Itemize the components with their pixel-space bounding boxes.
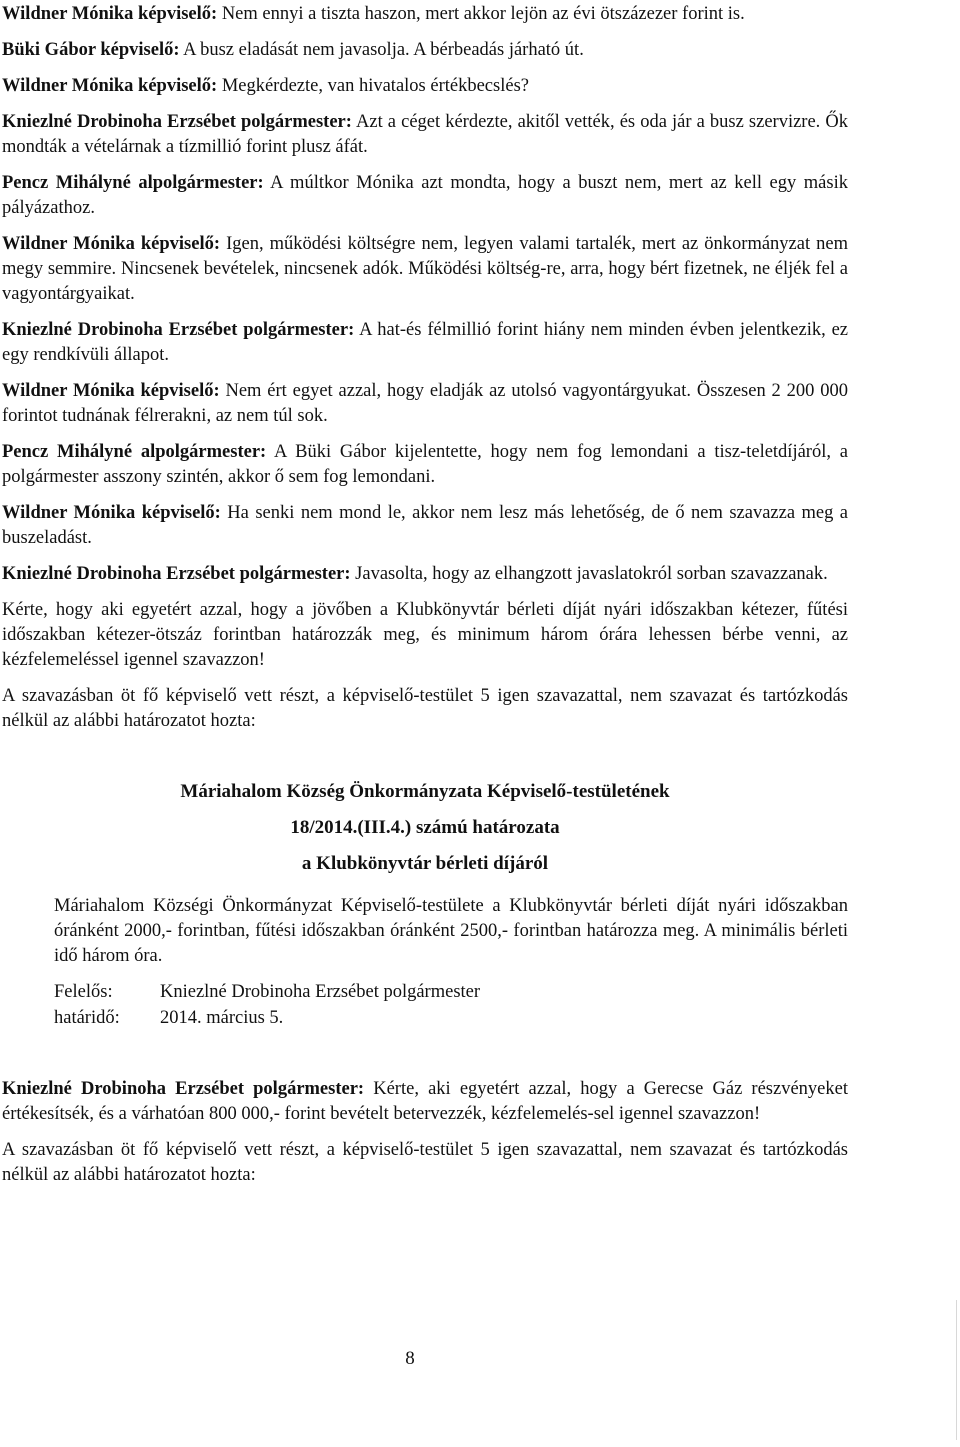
speaker-name: Kniezlné Drobinoha Erzsébet polgármester: bbox=[2, 320, 355, 340]
responsible-label: Felelős: bbox=[54, 982, 113, 1002]
speech-text: Ha senki nem mond le, akkor nem lesz más lehetőség, de ő nem szavazza meg a buszeladást. bbox=[2, 503, 849, 548]
speech-text: Kérte, hogy aki egyetért azzal, hogy a jövőben a Klubkönyvtár bérleti díját nyári időszakban kétezer, fűtési időszakban kétezer-ötszáz forintban határozzák meg, és minimum három órára lehessen bérbe venni, az kézfelemeléssel igennel szavazzon! bbox=[2, 600, 848, 670]
speech-text: A Büki Gábor kijelentette, hogy nem fog lemondani a tisz-teletdíjáról, a polgármester asszony szintén, akkor ő sem fog lemondani. bbox=[2, 442, 848, 487]
speech-text: Azt a céget kérdezte, akitől vették, és oda jár a busz szervizre. Ők mondták a vételárnak a tízmillió forint plusz áfát. bbox=[2, 112, 848, 157]
speech-text: Igen, működési költségre nem, legyen valami tartalék, mert az önkormányzat nem megy semmire. Nincsenek bevételek, nincsenek adók. Működési költség-re, arra, hogy bért fizetnek, ne éljék fel a vagyontárgyaikat. bbox=[2, 234, 849, 304]
speaker-name: Kniezlné Drobinoha Erzsébet polgármester: bbox=[2, 112, 352, 132]
minutes-paragraph bbox=[2, 501, 848, 551]
resolution-subject: a Klubkönyvtár bérleti díjáról bbox=[301, 853, 549, 874]
minutes-continued bbox=[2, 1077, 848, 1188]
speech-text: A hat-és félmillió forint hiány nem minden évben jelentkezik, ez egy rendkívüli állapot. bbox=[2, 320, 848, 365]
resolution-text: Máriahalom Községi Önkormányzat Képviselő-testülete a Klubkönyvtár bérleti díját nyári időszakban óránként 2000,- forintban, fűtési időszakban óránként 2500,- forintban határozza meg. A minimális bérleti idő három óra. bbox=[54, 896, 848, 966]
speaker-name: Büki Gábor képviselő: bbox=[2, 40, 180, 60]
vote-summary bbox=[2, 684, 848, 734]
speech-text: A múltkor Mónika azt mondta, hogy a buszt nem, mert az kell egy másik pályázathoz. bbox=[2, 173, 848, 218]
deadline-row bbox=[54, 1005, 848, 1031]
minutes-paragraph bbox=[2, 440, 848, 490]
speech-text: Nem ért egyet azzal, hogy eladják az utolsó vagyontárgyukat. Összesen 2 200 000 forintot tudnának félrerakni, az nem túl sok. bbox=[2, 381, 848, 426]
minutes-paragraph bbox=[2, 74, 848, 99]
speech-text: Kérte, aki egyetért azzal, hogy a Gerecse Gáz részvényeket értékesítsék, és a várhatóan 800 000,- forint bevételt betervezzék, kézfelemelés-sel igennel szavazzon! bbox=[2, 1079, 848, 1124]
responsible-row bbox=[54, 979, 848, 1005]
minutes-paragraph bbox=[2, 318, 848, 368]
speech-text: A szavazásban öt fő képviselő vett részt, a képviselő-testület 5 igen szavazattal, nem szavazat és tartózkodás nélkül az alábbi határozatot hozta: bbox=[2, 1140, 848, 1185]
minutes-paragraph bbox=[2, 598, 848, 673]
speaker-name: Wildner Mónika képviselő: bbox=[2, 4, 218, 24]
resolution-body bbox=[2, 894, 848, 1031]
speaker-name: Pencz Mihályné alpolgármester: bbox=[2, 173, 264, 193]
resolution-heading: Máriahalom Község Önkormányzata Képviselő-testületének bbox=[180, 781, 670, 802]
speaker-name: Wildner Mónika képviselő: bbox=[2, 234, 221, 254]
page-number: 8 bbox=[405, 1348, 415, 1369]
speech-text: A busz eladását nem javasolja. A bérbeadás járható út. bbox=[179, 40, 584, 60]
vote-summary bbox=[2, 1138, 848, 1188]
responsible-value: Kniezlné Drobinoha Erzsébet polgármester bbox=[160, 982, 481, 1002]
resolution-block bbox=[2, 774, 848, 1031]
minutes-section bbox=[2, 2, 848, 734]
minutes-paragraph bbox=[2, 1077, 848, 1127]
speech-text: Javasolta, hogy az elhangzott javaslatokról sorban szavazzanak. bbox=[350, 564, 828, 584]
speech-text: A szavazásban öt fő képviselő vett részt, a képviselő-testület 5 igen szavazattal, nem szavazat és tartózkodás nélkül az alábbi határozatot hozta: bbox=[2, 686, 848, 731]
speaker-name: Kniezlné Drobinoha Erzsébet polgármester: bbox=[2, 564, 351, 584]
minutes-paragraph bbox=[2, 2, 848, 27]
deadline-label: határidő: bbox=[54, 1008, 120, 1028]
minutes-paragraph bbox=[2, 38, 848, 63]
deadline-value: 2014. március 5. bbox=[160, 1008, 284, 1028]
speaker-name: Wildner Mónika képviselő: bbox=[2, 503, 221, 523]
minutes-paragraph bbox=[2, 562, 848, 587]
minutes-paragraph bbox=[2, 232, 848, 307]
minutes-paragraph bbox=[2, 171, 848, 221]
speaker-name: Wildner Mónika képviselő: bbox=[2, 76, 218, 96]
minutes-paragraph bbox=[2, 379, 848, 429]
scan-edge-line bbox=[956, 1300, 957, 1440]
speech-text: Nem ennyi a tiszta haszon, mert akkor lejön az évi ötszázezer forint is. bbox=[217, 4, 745, 24]
speaker-name: Wildner Mónika képviselő: bbox=[2, 381, 220, 401]
resolution-number: 18/2014.(III.4.) számú határozata bbox=[290, 817, 560, 838]
speaker-name: Pencz Mihályné alpolgármester: bbox=[2, 442, 267, 462]
speaker-name: Kniezlné Drobinoha Erzsébet polgármester: bbox=[2, 1079, 365, 1099]
minutes-paragraph bbox=[2, 110, 848, 160]
speech-text: Megkérdezte, van hivatalos értékbecslés? bbox=[217, 76, 529, 96]
section-spacer bbox=[2, 1031, 848, 1077]
